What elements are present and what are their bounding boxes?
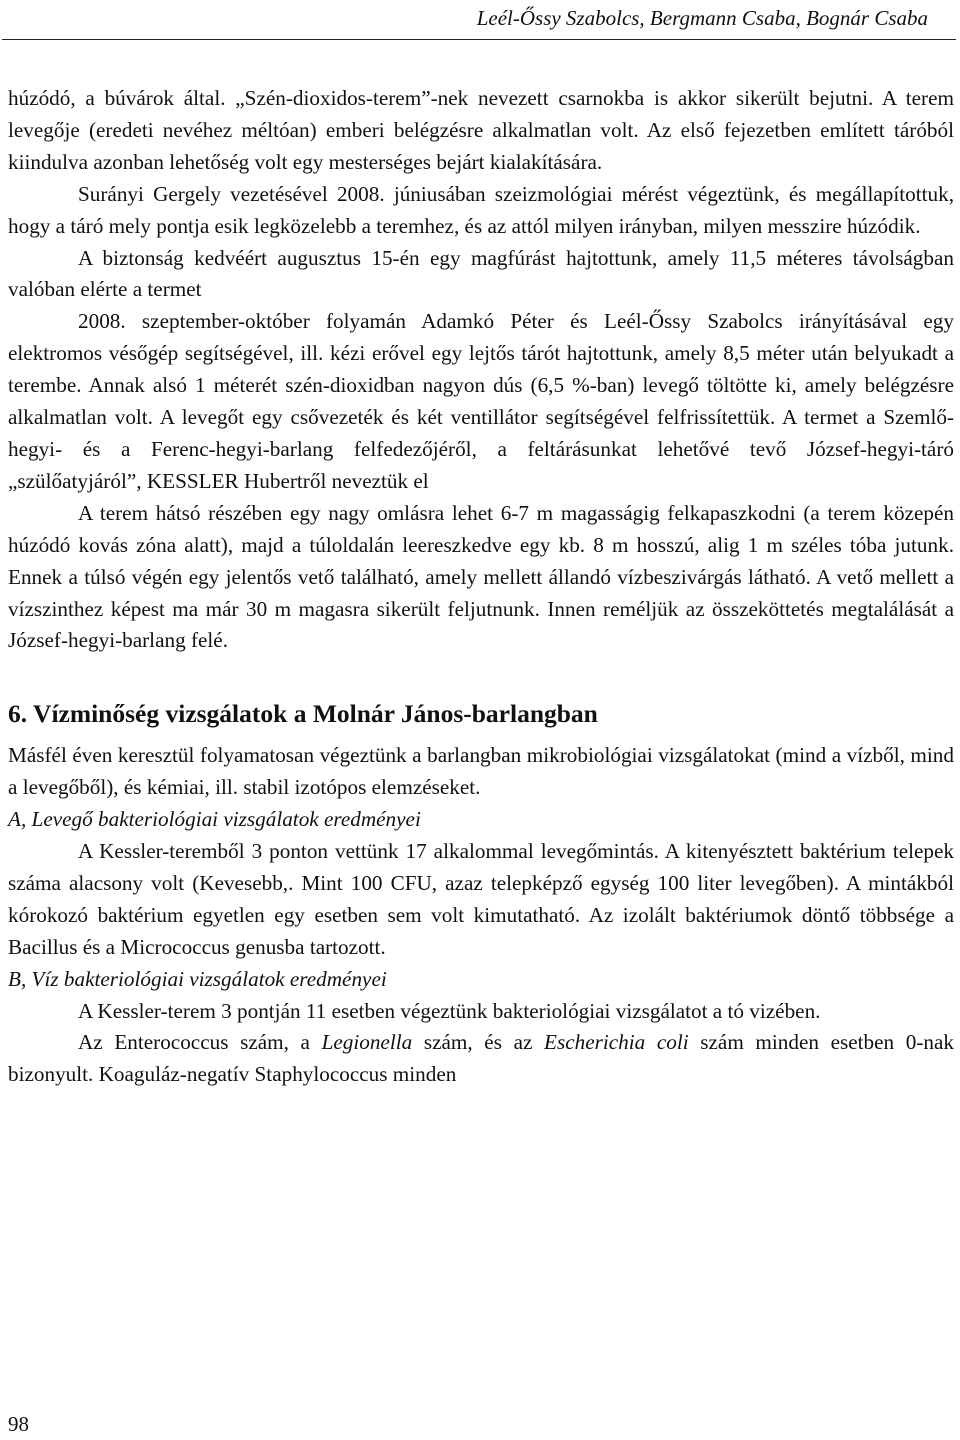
subheading-water: B, Víz bakteriológiai vizsgálatok eredményei — [8, 966, 387, 991]
text-run: Az Enterococcus szám, a — [78, 1030, 322, 1055]
section-intro: Másfél éven keresztül folyamatosan végeztünk a barlangban mikrobiológiai vizsgálatokat (mind a vízből, mind a levegőből), és kémiai, ill. stabil izotópos elemzéseket. — [8, 743, 954, 800]
paragraph-air-results: A Kessler-teremből 3 ponton vettünk 17 alkalommal levegőmintás. A kitenyésztett baktérium telepek száma alacsony volt (Kevesebb,. Mint 100 CFU, azaz telepképző egység 100 liter levegőben). A mintákból kórokozó baktérium egyetlen egy esetben sem volt kimutatható. Az izolált baktériumok döntő többsége a Bacillus és a Micrococcus genusba tartozott. — [8, 839, 954, 959]
section-heading: 6. Vízminőség vizsgálatok a Molnár János-barlangban — [8, 699, 598, 729]
taxon-ecoli: Escherichia coli — [544, 1030, 689, 1055]
page-number: 98 — [8, 1412, 29, 1436]
subheading-air: A, Levegő bakteriológiai vizsgálatok eredményei — [8, 807, 421, 832]
paragraph-water-results: A Kessler-terem 3 pontján 11 esetben végeztünk bakteriológiai vizsgálatot a tó vizében. — [78, 998, 821, 1023]
running-header-authors: Leél-Őssy Szabolcs, Bergmann Csaba, Bognár Csaba — [476, 6, 928, 30]
header-divider — [2, 39, 956, 40]
paragraph-seismology: Surányi Gergely vezetésével 2008. júniusában szeizmológiai mérést végeztünk, és megállapítottuk, hogy a táró mely pontja esik legközelebb a teremhez, és az attól milyen irányban, milyen messzire húzódik. — [8, 181, 954, 238]
paragraph-rear-hall: A terem hátsó részében egy nagy omlásra lehet 6-7 m magasságig felkapaszkodni (a terem közepén húzódó kovás zóna alatt), majd a túloldalán leereszkedve egy kb. 8 m hosszú, alig 1 m széles tóba jutunk. Ennek a túlsó végén egy jelentős vető található, amely mellett állandó vízbeszivárgás látható. A vető mellett a vízszinthez képest ma már 30 m magasra sikerült feljutnunk. Innen reméljük az összeköttetés megtalálását a József-hegyi-barlang felé. — [8, 500, 954, 653]
text-run: szám, és az — [412, 1030, 545, 1055]
body-text — [8, 83, 954, 1091]
paragraph-drilling: A biztonság kedvéért augusztus 15-én egy magfúrást hajtottunk, amely 11,5 méteres távolságban valóban elérte a termet — [8, 245, 954, 302]
paragraph-water-counts — [8, 1027, 954, 1091]
paragraph-intro: húzódó, a búvárok által. „Szén-dioxidos-terem”-nek nevezett csarnokba is akkor sikerült bejutni. A terem levegője (eredeti nevéhez méltóan) emberi belégzésre alkalmatlan volt. Az első fejezetben említett táróból kiindulva azonban lehetőség volt egy mesterséges bejárt kialakítására. — [8, 86, 954, 174]
text-run: szám minden esetben 0-nak bizonyult. Koaguláz-negatív Staphylococcus minden — [8, 1030, 955, 1087]
taxon-legionella: Legionella — [321, 1030, 413, 1055]
paragraph-tunnel: 2008. szeptember-október folyamán Adamkó Péter és Leél-Őssy Szabolcs irányításával egy elektromos vésőgép segítségével, ill. kézi erővel egy lejtős tárót hajtottunk, amely 8,5 méter után belyukadt a terembe. Annak alsó 1 méterét szén-dioxidban nagyon dús (6,5 %-ban) levegő töltötte ki, amely belégzésre alkalmatlan volt. A levegőt egy csővezeték és két ventillátor segítségével felfrissítettük. A termet a Szemlő-hegyi- és a Ferenc-hegyi-barlang felfedezőjéről, a feltárásunkat lehetővé tevő József-hegyi-táró „szülőatyjáról”, KESSLER Hubertről neveztük el — [8, 309, 954, 493]
